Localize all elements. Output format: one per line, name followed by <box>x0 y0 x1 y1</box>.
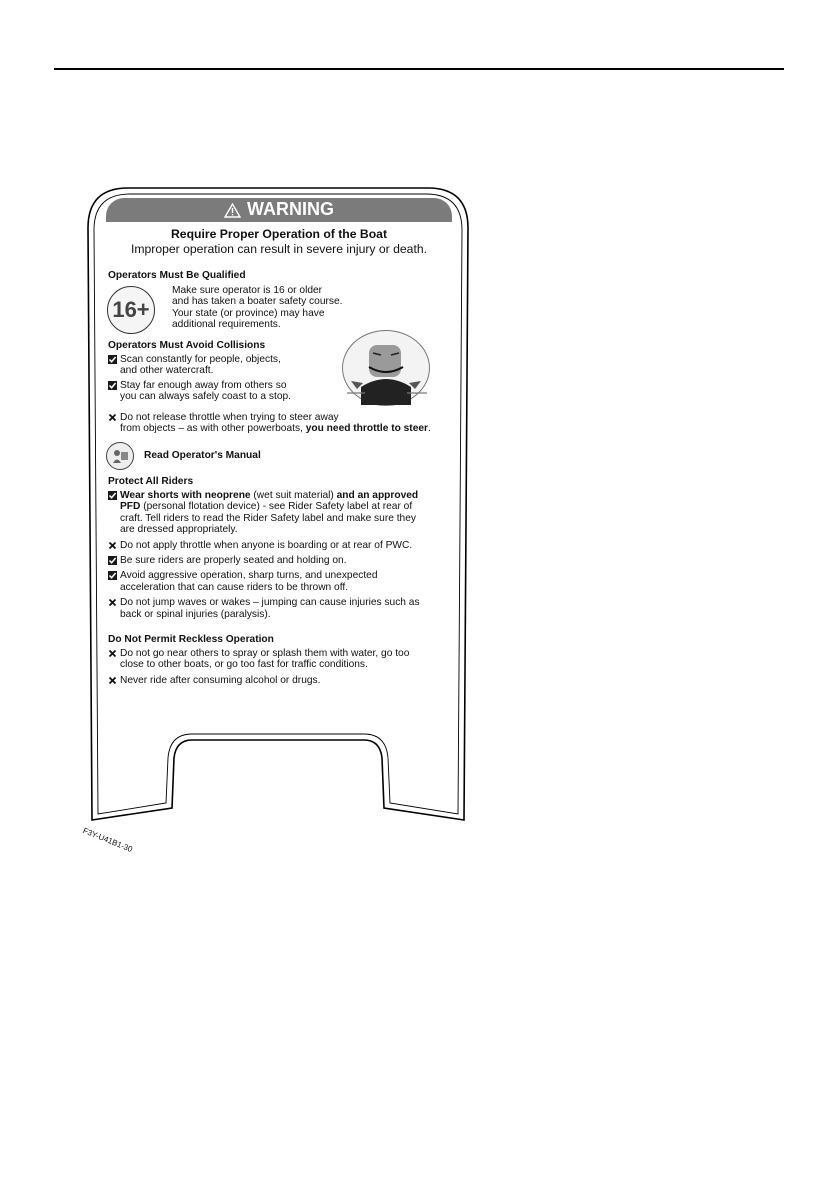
age-16-plus-icon <box>107 286 155 334</box>
checkbox-icon <box>108 381 117 390</box>
checkbox-icon <box>108 571 117 580</box>
list-item <box>108 490 452 536</box>
qualified-heading: Operators Must Be Qualified <box>108 270 246 281</box>
item-line: close to other boats, or go too fast for traffic conditions. <box>120 659 368 671</box>
reckless-list <box>108 648 452 686</box>
page-top-rule <box>54 68 784 70</box>
list-item <box>108 380 318 403</box>
item-line: Do not apply throttle when anyone is boarding or at rear of PWC. <box>120 539 413 551</box>
item-line: craft. Tell riders to read the Rider Safety label and make sure they <box>120 512 416 524</box>
item-line: and other watercraft. <box>120 365 214 377</box>
bold-text: PFD <box>120 501 141 513</box>
item-line: Avoid aggressive operation, sharp turns, and unexpected <box>120 570 378 582</box>
reckless-heading: Do Not Permit Reckless Operation <box>108 634 274 645</box>
item-line: you can always safely coast to a stop. <box>120 391 292 403</box>
item-line: Scan constantly for people, objects, <box>120 354 281 365</box>
warning-banner <box>106 198 452 222</box>
x-mark-icon <box>108 541 117 550</box>
read-manual-icon <box>106 442 134 470</box>
checkbox-icon <box>108 355 117 364</box>
item-line: from objects – as with other powerboats, <box>120 423 306 435</box>
list-item <box>108 570 452 593</box>
collisions-list <box>108 354 318 403</box>
warning-triangle-icon <box>224 203 241 218</box>
label-title: Require Proper Operation of the Boat <box>170 227 387 241</box>
item-line: are dressed appropriately. <box>120 524 238 536</box>
item-line: Do not release throttle when trying to steer away <box>120 412 339 423</box>
list-item <box>108 555 452 566</box>
read-manual-text: Read Operator's Manual <box>144 450 261 461</box>
qualified-text <box>172 285 342 331</box>
warning-banner-text: WARNING <box>247 199 334 220</box>
label-subtitle: Improper operation can result in severe injury or death. <box>130 242 428 256</box>
part-code: F3Y-U41B1-30 <box>81 826 134 855</box>
plain-text: (personal flotation device) - see Rider Safety label at rear of <box>140 501 413 513</box>
item-line: Be sure riders are properly seated and holding on. <box>120 555 347 567</box>
item-line-end: . <box>428 423 431 435</box>
qualified-line: additional requirements. <box>172 319 281 331</box>
item-line: back or spinal injuries (paralysis). <box>120 608 271 620</box>
qualified-line: and has taken a boater safety course. <box>172 296 343 308</box>
checkbox-icon <box>108 556 117 565</box>
item-line: Do not go near others to spray or splash them with water, go too <box>120 648 410 659</box>
list-item <box>108 648 452 671</box>
bold-text: and an approved <box>336 490 419 501</box>
throttle-warning-item <box>108 412 454 435</box>
list-item <box>108 597 452 620</box>
item-line: Never ride after consuming alcohol or drugs. <box>120 674 321 686</box>
riders-list <box>108 490 452 620</box>
rider-looking-around-icon <box>342 330 430 406</box>
x-mark-icon <box>108 649 117 658</box>
list-item <box>108 675 452 686</box>
list-item <box>108 354 318 377</box>
riders-heading: Protect All Riders <box>108 476 194 487</box>
checkbox-icon <box>108 491 117 500</box>
item-line: acceleration that can cause riders to be thrown off. <box>120 581 349 593</box>
x-mark-icon <box>108 676 117 685</box>
bold-text: Wear shorts with neoprene <box>120 490 251 501</box>
x-mark-icon <box>108 413 117 422</box>
x-mark-icon <box>108 598 117 607</box>
list-item <box>108 540 452 551</box>
age-badge-text: 16+ <box>112 297 150 323</box>
qualified-line: Make sure operator is 16 or older <box>172 285 323 296</box>
item-line: Do not jump waves or wakes – jumping can cause injuries such as <box>120 597 420 609</box>
collisions-heading: Operators Must Avoid Collisions <box>108 340 266 351</box>
item-line-bold: you need throttle to steer <box>305 423 428 435</box>
plain-text: (wet suit material) <box>250 490 337 501</box>
item-line: Stay far enough away from others so <box>120 379 287 391</box>
qualified-line: Your state (or province) may have <box>172 307 325 319</box>
